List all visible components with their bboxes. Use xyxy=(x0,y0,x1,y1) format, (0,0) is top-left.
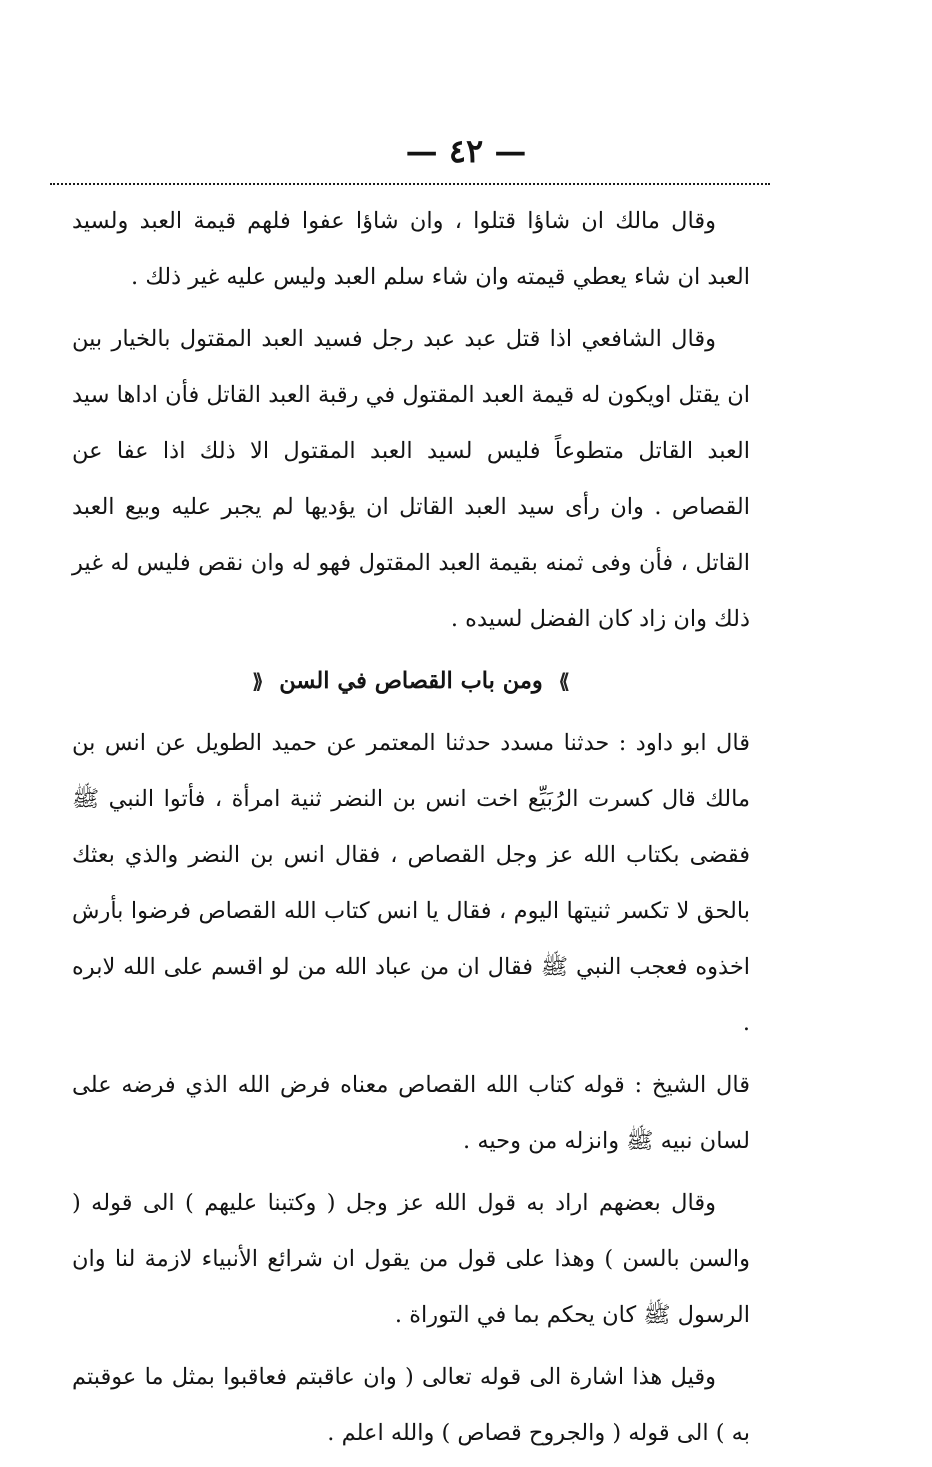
header-divider xyxy=(50,183,770,185)
paragraph-malik: وقال مالك ان شاؤا قتلوا ، وان شاؤا عفوا فلهم قيمة العبد ولسيد العبد ان شاء يعطي قيمته وان شاء سلم العبد وليس عليه غير ذلك . xyxy=(72,208,750,290)
ornament-left-icon: ⟪ xyxy=(252,669,264,693)
paragraph-shafii: وقال الشافعي اذا قتل عبد عبد رجل فسيد العبد المقتول بالخيار بين ان يقتل اويكون له قيمة العبد المقتول في رقبة العبد القاتل فأن اداها سيد العبد القاتل متطوعاً فليس لسيد العبد المقتول الا ذلك اذا عفا عن القصاص . وان رأى سيد العبد القاتل ان يؤديها لم يجبر عليه وبيع العبد القاتل ، فأن وفى ثمنه بقيمة العبد المقتول فهو له وان نقص فليس له غير ذلك وان زاد كان الفضل لسيده . xyxy=(72,326,750,632)
ornament-right-icon: ⟫ xyxy=(558,669,570,693)
page-number: — ٤٢ — xyxy=(405,132,527,170)
section-heading xyxy=(72,653,750,709)
paragraph-sheikh: قال الشيخ : قوله كتاب الله القصاص معناه فرض الله الذي فرضه على لسان نبيه ﷺ وانزله من وحيه . xyxy=(72,1072,750,1154)
paragraph-some-said: وقال بعضهم اراد به قول الله عز وجل ( وكتبنا عليهم ) الى قوله ( والسن بالسن ) وهذا على قول من يقول ان شرائع الأنبياء لازمة لنا وان الرسول ﷺ كان يحكم بما في التوراة . xyxy=(72,1190,750,1328)
section-heading-text: ومن باب القصاص في السن xyxy=(279,668,543,694)
paragraph-also-said: وقيل هذا اشارة الى قوله تعالى ( وان عاقبتم فعاقبوا بمثل ما عوقبتم به ) الى قوله ( والجروح قصاص ) والله اعلم . xyxy=(72,1364,750,1446)
page-body xyxy=(72,193,750,1467)
paragraph-hadith: قال ابو داود : حدثنا مسدد حدثنا المعتمر عن حميد الطويل عن انس بن مالك قال كسرت الرُبَيِّع اخت انس بن النضر ثنية امرأة ، فأتوا النبي ﷺ فقضى بكتاب الله عز وجل القصاص ، فقال انس بن النضر والذي بعثك بالحق لا تكسر ثنيتها اليوم ، فقال يا انس كتاب الله القصاص فرضوا بأرش اخذوه فعجب النبي ﷺ فقال ان من عباد الله من لو اقسم على الله لابره . xyxy=(72,730,750,1036)
